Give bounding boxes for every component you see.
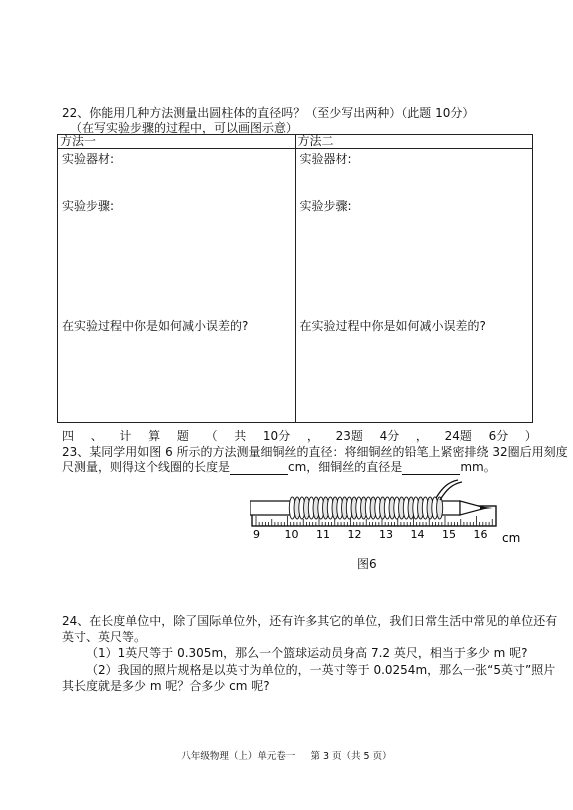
section-4-char: 四 <box>62 429 75 443</box>
ruler-tick-label: 16 <box>473 528 488 541</box>
section-4-char: ） <box>524 429 537 443</box>
coil-loop <box>437 497 443 519</box>
wire-tail <box>436 480 458 498</box>
ruler-tick-label: 12 <box>347 528 362 541</box>
question-24-sub-2: （2）我国的照片规格是以英寸为单位的，一英寸等于 0.0254m，那么一张“5英寸”照片 <box>86 663 556 677</box>
q23-text-b: cm，细铜丝的直径是 <box>288 460 403 474</box>
section-4-char: 、 <box>90 429 103 443</box>
method-1-cell[interactable] <box>58 149 296 423</box>
ruler-unit: cm <box>502 531 521 545</box>
ruler-tick-label: 14 <box>410 528 425 541</box>
question-23-line-1: 23、某同学用如图 6 所示的方法测量细铜丝的直径：将细铜丝的铅笔上紧密排绕 32圈后用刻度 <box>62 445 568 459</box>
footer-title: 八年级物理（上）单元卷一 <box>181 751 296 762</box>
section-4-char: 4分 <box>379 429 400 443</box>
section-4-char: 23题 <box>335 429 363 443</box>
method-1-equipment: 实验器材: <box>62 152 115 166</box>
section-4-char: 10分 <box>262 429 291 443</box>
method-1-steps: 实验步骤: <box>62 199 115 213</box>
question-22-note: （在写实验步骤的过程中，可以画图示意） <box>70 121 299 135</box>
footer-page-number: 第 3 页（共 5 页） <box>310 751 392 762</box>
question-24-sub-1: （1）1英尺等于 0.305m，那么一个篮球运动员身高 7.2 英尺，相当于多少 m 呢? <box>86 646 528 660</box>
figure-caption: 图6 <box>357 557 377 571</box>
method-1-header: 方法一 <box>58 135 296 149</box>
method-2-steps: 实验步骤: <box>299 199 352 213</box>
section-4-heading <box>62 427 537 444</box>
ruler-tick-label: 10 <box>284 528 299 541</box>
section-4-char: 算 <box>148 429 161 443</box>
section-4-char: ， <box>415 429 428 443</box>
copper-wire-coil <box>289 497 442 519</box>
question-24-sub-3: 其长度就是多少 m 呢？合多少 cm 呢? <box>62 679 270 693</box>
section-4-char: ， <box>306 429 319 443</box>
ruler-tick-labels <box>253 528 488 541</box>
question-22: 22、你能用几种方法测量出圆柱体的直径吗？（至少写出两种）（此题 10分） <box>62 106 475 120</box>
method-1-error: 在实验过程中你是如何减小误差的? <box>62 319 249 333</box>
question-24-line-1: 24、在长度单位中，除了国际单位外，还有许多其它的单位，我们日常生活中常见的单位还有 <box>62 614 558 628</box>
section-4-char: 题 <box>176 429 189 443</box>
method-2-cell[interactable] <box>295 149 533 423</box>
method-2-error: 在实验过程中你是如何减小误差的? <box>299 319 486 333</box>
methods-table <box>57 134 533 423</box>
page-footer <box>0 748 573 762</box>
method-2-header: 方法二 <box>295 135 533 149</box>
section-4-char: 6分 <box>488 429 509 443</box>
question-24-line-2: 英寸、英尺等。 <box>62 630 147 644</box>
ruler-tick-label: 13 <box>379 528 393 541</box>
ruler-tick-label: 9 <box>253 528 260 541</box>
section-4-char: 计 <box>119 429 132 443</box>
q23-text-a: 尺测量，则得这个线圈的长度是 <box>62 460 231 474</box>
q23-text-c: mm。 <box>460 460 496 474</box>
ruler-tick-label: 11 <box>316 528 330 541</box>
ruler-tick-label: 15 <box>442 528 456 541</box>
section-4-char: （ <box>205 429 218 443</box>
figure-6-ruler-pencil <box>250 466 530 550</box>
section-4-char: 24题 <box>444 429 472 443</box>
wire-tail <box>440 482 462 500</box>
method-2-equipment: 实验器材: <box>299 152 352 166</box>
section-4-char: 共 <box>234 429 247 443</box>
